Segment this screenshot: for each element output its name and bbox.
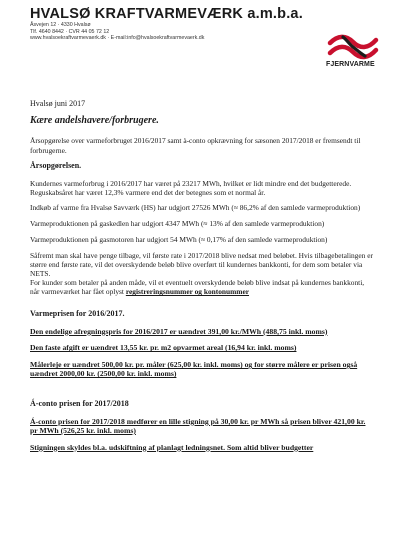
purchase-paragraph: Indkøb af varme fra Hvalsø Savværk (HS) har udgjort 27526 MWh (≈ 86,2% af den samlede varmeproduktion) [30,203,361,213]
gas-boiler-paragraph: Varmeproduktionen på gaskedlen har udgjort 4347 MWh (≈ 13% af den samlede varmeproduktion) [30,219,325,229]
logo-text: FJERNVARME [326,61,375,68]
final-price-line: Den endelige afregningspris for 2016/2017 er uændret 391,00 kr./MWh (488,75 inkl. moms) [30,326,328,336]
fjernvarme-logo [326,34,380,68]
fjernvarme-wave-icon [326,34,380,60]
intro-paragraph: Årsopgørelse over varmeforbruget 2016/2017 samt à-conto opkrævning for sæsonen 2017/2018 er fremsendt til forbrugerne. [30,136,361,155]
refund-paragraph: Såfremt man skal have penge tilbage, vil første rate i 2017/2018 blive nedsat med beløbet. Hvis tilbagebetalingen er større end første rate, vil det overskydende beløb blive overført til kundernes bankkonti, for dem som betaler via NETS. [30,250,373,278]
gas-engine-paragraph: Varmeproduktionen på gasmotoren har udgjort 54 MWh (≈ 0,17% af den samlede varmeproduktion) [30,234,328,244]
consumption-paragraph: Kundernes varmeforbrug i 2016/2017 har været på 23217 MWh, hvilket er lidt mindre end det budgetterede. Reguskabsåret har været 12,3% varmere end det der betegnes som et normal år. [30,178,352,197]
section-heading-aconto: Á-conto prisen for 2017/2018 [30,398,129,408]
bank-account-text: For kunder som betaler på anden måde, vil et eventuelt overskydende beløb blive indsat på kundernes bankkonti, når varmeværket har fået oplyst [30,278,365,297]
letterhead [30,6,370,42]
meter-rent-line: Målerleje er uændret 500,00 kr. pr. måler (625,00 kr. inkl. moms) og for større målere er prisen også uændret 2000,00 kr. (2500,00 kr. inkl. moms) [30,360,358,379]
aconto-price-line: Á-conto prisen for 2017/2018 medfører en lille stigning på 30,00 kr. pr MWh så prisen bliver 421,00 kr. pr MWh (526,25 kr. inkl. moms) [30,416,366,435]
section-heading-annual-statement: Årsopgørelsen. [30,161,82,171]
bank-account-emphasis: registreringsnummer og kontonummer [125,287,250,297]
letter-greeting: Kære andelshavere/forbrugere. [30,115,159,127]
company-phone-cvr: Tlf. 4640 8442 · CVR 44 05 72 12 [30,28,110,35]
bank-account-paragraph [30,278,375,296]
company-address: Åsvejen 12 · 4330 Hvalsø [30,22,91,28]
company-web-email: www.hvalsoekraftvarmevaerk.dk · E-mail:info@hvalsoekraftvarmevaerk.dk [30,35,205,42]
fixed-fee-line: Den faste afgift er uændret 13,55 kr. pr. m2 opvarmet areal (16,94 kr. inkl. moms) [30,343,297,353]
letter-body [30,99,375,459]
letter-date: Hvalsø juni 2017 [30,99,86,108]
aconto-reason-line: Stigningen skyldes bl.a. udskiftning af planlagt ledningsnet. Som altid bliver budgetter [30,442,314,452]
company-name: HVALSØ KRAFTVARMEVÆRK a.m.b.a. [30,6,303,22]
section-heading-heat-price: Varmeprisen for 2016/2017. [30,308,125,318]
